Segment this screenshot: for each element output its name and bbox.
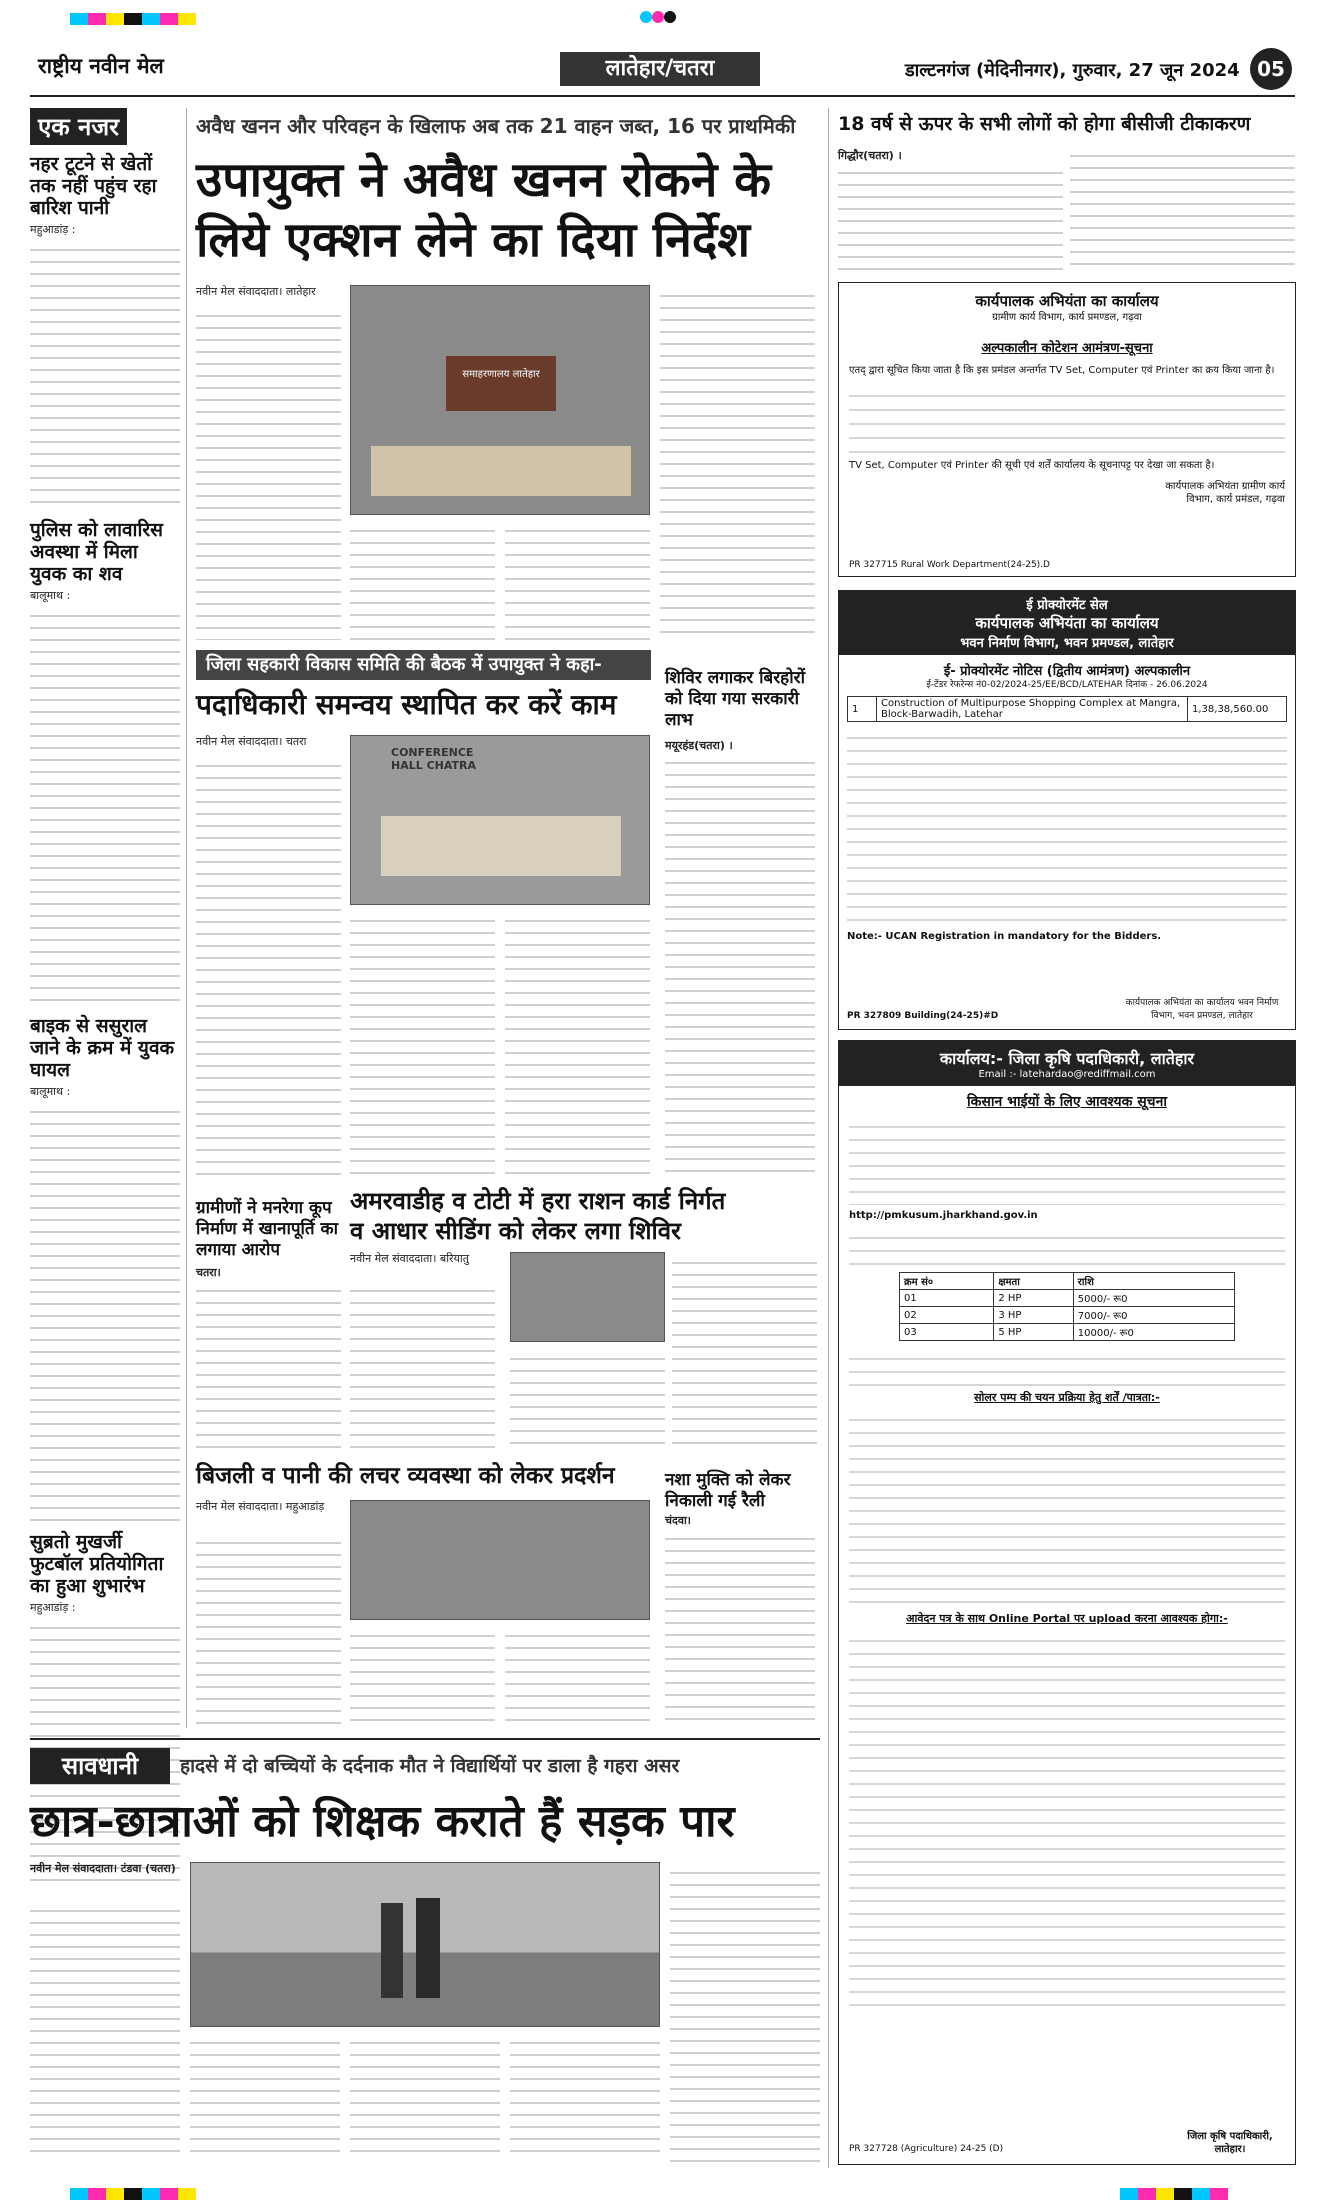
notice1-dept: ग्रामीण कार्य विभाग, कार्य प्रमण्डल, गढ़वा — [992, 312, 1142, 323]
right-top-text-col1 — [838, 162, 1063, 272]
bottom-text-col5 — [670, 1862, 820, 2162]
table-row — [900, 1307, 1235, 1324]
notice2-cell: ई प्रोक्योरमेंट सेल — [1026, 598, 1108, 613]
tender-notice-1 — [838, 282, 1296, 577]
bottom-tag: सावधानी — [30, 1748, 170, 1784]
page-number: 05 — [1250, 48, 1292, 90]
story2-text-col3 — [505, 910, 650, 1180]
column-divider — [828, 108, 829, 2168]
lead-headline — [196, 150, 826, 270]
right-top-dateline: गिद्धौर(चतरा) । — [838, 149, 902, 162]
bottom-text-col1 — [30, 1900, 180, 2160]
table-cell: 02 — [900, 1307, 994, 1324]
lead-text-col2 — [350, 520, 495, 640]
bottom-text-col3 — [350, 2032, 500, 2162]
table-cell: 2 HP — [994, 1290, 1073, 1307]
story5-text-col3 — [672, 1252, 817, 1450]
region-banner — [560, 52, 760, 86]
story5-photo — [510, 1252, 665, 1342]
notice3-body3 — [849, 1347, 1285, 1387]
left-item-dateline: बालूमाथ : — [30, 1085, 71, 1098]
region-label: लातेहार/चतरा — [605, 56, 715, 81]
story2-photo-sign: CONFERENCE HALL CHATRA — [391, 746, 476, 772]
notice2-note: Note:- UCAN Registration in mandatory for the Bidders. — [847, 931, 1162, 942]
table-cell: 03 — [900, 1324, 994, 1341]
student-figure — [416, 1898, 440, 1998]
column-divider — [186, 108, 187, 1728]
story4-headline: ग्रामीणों ने मनरेगा कूप निर्माण में खानापूर्ति का लगाया आरोप — [196, 1198, 338, 1260]
table-row — [900, 1290, 1235, 1307]
notice1-line1: एतद् द्वारा सूचित किया जाता है कि इस प्रमंडल अन्तर्गत TV Set, Computer एवं Printer का क्रय किया जाना है। — [849, 365, 1275, 376]
notice2-signature: कार्यपालक अभियंता का कार्यालय भवन निर्माण विभाग, भवन प्रमण्डल, लातेहार — [1125, 998, 1279, 1021]
notice2-dept: भवन निर्माण विभाग, भवन प्रमण्डल, लातेहार — [960, 636, 1174, 651]
lead-photo-sign: समाहरणालय लातेहार — [446, 356, 556, 411]
table-cell: 01 — [900, 1290, 994, 1307]
notice2-ref-line: ई-टेंडर रेफरेन्स नं0-02/2024-25/EE/BCD/LATEHAR दिनांक - 26.06.2024 — [926, 680, 1208, 690]
story2-photo — [350, 735, 650, 905]
bottom-text-col2 — [190, 2032, 340, 2162]
meeting-table — [371, 446, 631, 496]
bottom-headline: छात्र-छात्राओं को शिक्षक कराते हैं सड़क पार — [30, 1796, 735, 1847]
story4-text-col2 — [350, 1280, 495, 1450]
notice3-office: कार्यालय:- जिला कृषि पदाधिकारी, लातेहार — [939, 1049, 1195, 1068]
story5-headline-line: व आधार सीडिंग को लेकर लगा शिविर — [350, 1216, 681, 1245]
table-cell: 5000/- रू0 — [1073, 1290, 1234, 1307]
lead-photo — [350, 285, 650, 515]
lead-kicker: अवैध खनन और परिवहन के खिलाफ अब तक 21 वाहन जब्त, 16 पर प्राथमिकी — [196, 114, 796, 138]
notice1-signature: कार्यपालक अभियंता ग्रामीण कार्य विभाग, कार्य प्रमंडल, गढ़वा — [1165, 481, 1285, 505]
notice2-ref: PR 327809 Building(24-25)#D — [847, 1011, 999, 1021]
dateline: डाल्टनगंज (मेदिनीनगर), गुरुवार, 27 जून 2024 — [905, 60, 1240, 81]
notice1-ref: PR 327715 Rural Work Department(24-25).D — [849, 560, 1050, 570]
student-figure — [381, 1903, 403, 1998]
left-item-dateline: बालूमाथ : — [30, 589, 71, 602]
tender-notice-3 — [838, 1040, 1296, 2165]
notice3-sub1: सोलर पम्प की चयन प्रक्रिया हेतु शर्तें /पात्रता:- — [974, 1391, 1160, 1404]
story2-headline: पदाधिकारी समन्वय स्थापित कर करें काम — [196, 688, 617, 721]
table-header: क्रम सं० — [900, 1273, 994, 1290]
story6-text-col3 — [505, 1625, 650, 1730]
story6-text-col2 — [350, 1625, 495, 1730]
story5-headline — [350, 1186, 820, 1246]
left-item-dateline: महुआडांड़ : — [30, 1601, 76, 1614]
notice2-table: 1 Construction of Multipurpose Shopping Complex at Mangra, Block-Barwadih, Latehar 1,38,38,560.00 — [847, 696, 1287, 722]
registration-dots — [640, 8, 680, 24]
notice2-body — [847, 726, 1287, 926]
bottom-photo — [190, 1862, 660, 2027]
notice3-ref: PR 327728 (Agriculture) 24-25 (D) — [849, 2144, 1004, 2154]
notice2-work: Construction of Multipurpose Shopping Complex at Mangra, Block-Barwadih, Latehar — [877, 697, 1188, 722]
story4-dateline: चतरा। — [196, 1266, 221, 1279]
lead-headline-line: लिये एक्शन लेने का दिया निर्देश — [196, 212, 751, 268]
notice1-title: अल्पकालीन कोटेशन आमंत्रण-सूचना — [981, 341, 1153, 356]
conference-table — [381, 816, 621, 876]
table-cell: 5 HP — [994, 1324, 1073, 1341]
notice3-table — [899, 1272, 1235, 1341]
story3-text-block — [665, 752, 815, 1172]
story7-text-block — [665, 1528, 815, 1728]
story6-photo — [350, 1500, 650, 1620]
table-cell: 3 HP — [994, 1307, 1073, 1324]
left-item-dateline: महुआडांड़ : — [30, 223, 76, 236]
left-item-headline: सुब्रतो मुखर्जी फुटबॉल प्रतियोगिता का हुआ शुभारंभ — [30, 1531, 164, 1597]
notice1-office: कार्यपालक अभियंता का कार्यालय — [975, 292, 1159, 310]
story3-headline: शिविर लगाकर बिरहोरों को दिया गया सरकारी लाभ — [665, 668, 805, 730]
header-rule — [30, 95, 1295, 97]
notice3-body1 — [849, 1115, 1285, 1205]
left-item-text-block — [30, 1101, 180, 1521]
table-cell: 7000/- रू0 — [1073, 1307, 1234, 1324]
masthead-title: राष्ट्रीय नवीन मेल — [38, 53, 164, 78]
story6-text-col1 — [196, 1532, 341, 1732]
right-top-headline: 18 वर्ष से ऊपर के सभी लोगों को होगा बीसीजी टीकाकरण — [838, 113, 1251, 135]
notice2-office: कार्यपालक अभियंता का कार्यालय — [975, 614, 1159, 632]
table-header: राशि — [1073, 1273, 1234, 1290]
bottom-rule — [30, 1738, 820, 1740]
story4-text-col1 — [196, 1280, 341, 1450]
story7-headline: नशा मुक्ति को लेकर निकाली गई रैली — [665, 1470, 791, 1511]
tender-notice-2 — [838, 590, 1296, 1030]
story2-byline: नवीन मेल संवाददाता। चतरा — [196, 735, 307, 748]
table-cell: 10000/- रू0 — [1073, 1324, 1234, 1341]
story2-text-col1 — [196, 755, 341, 1180]
story5-byline: नवीन मेल संवाददाता। बरियातु — [350, 1252, 470, 1265]
notice3-title: किसान भाईयों के लिए आवश्यक सूचना — [967, 1094, 1167, 1110]
bottom-byline: नवीन मेल संवाददाता। टंडवा (चतरा) — [30, 1862, 176, 1875]
lead-text-col1 — [196, 305, 341, 640]
lead-byline: नवीन मेल संवाददाता। लातेहार — [196, 285, 316, 298]
bottom-kicker: हादसे में दो बच्चियों के दर्दनाक मौत ने विद्यार्थियों पर डाला है गहरा असर — [180, 1755, 680, 1777]
section-tag: एक नजर — [30, 108, 127, 145]
notice3-website: http://pmkusum.jharkhand.gov.in — [849, 1210, 1038, 1221]
left-item-headline: बाइक से ससुराल जाने के क्रम में युवक घायल — [30, 1015, 175, 1081]
notice1-body — [849, 383, 1285, 453]
story6-headline: बिजली व पानी की लचर व्यवस्था को लेकर प्रदर्शन — [196, 1462, 615, 1489]
left-item-text-block — [30, 239, 180, 509]
story3-dateline: मयूरहंड(चतरा) । — [665, 739, 733, 752]
table-row — [900, 1324, 1235, 1341]
notice2-title: ई- प्रोक्योरमेंट नोटिस (द्वितीय आमंत्रण) अल्पकालीन — [943, 664, 1191, 679]
notice3-signature: जिला कृषि पदाधिकारी, लातेहार। — [1187, 2131, 1273, 2155]
left-item-text-block — [30, 605, 180, 1005]
notice3-body4 — [849, 1408, 1285, 1608]
color-registration-bar — [70, 10, 196, 22]
right-top-text-col2 — [1070, 145, 1295, 272]
color-registration-bar — [1120, 2185, 1228, 2197]
table-header: क्षमता — [994, 1273, 1073, 1290]
notice3-email: Email :- latehardao@rediffmail.com — [978, 1069, 1156, 1080]
color-registration-bar — [70, 2185, 196, 2197]
lead-headline-line: उपायुक्त ने अवैध खनन रोकने के — [196, 152, 771, 208]
notice3-body5 — [849, 1629, 1285, 2009]
notice3-sub2: आवेदन पत्र के साथ Online Portal पर upload करना आवश्यक होगा:- — [906, 1612, 1228, 1625]
story7-dateline: चंदवा। — [665, 1514, 691, 1527]
story5-text-col2 — [510, 1348, 665, 1450]
left-item-headline: नहर टूटने से खेतों तक नहीं पहुंच रहा बारिश पानी — [30, 153, 157, 219]
notice3-body2 — [849, 1226, 1285, 1266]
notice1-line2: TV Set, Computer एवं Printer की सूची एवं शर्तें कार्यालय के सूचनापट्ट पर देखा जा सकता है। — [849, 460, 1215, 471]
story2-text-col2 — [350, 910, 495, 1180]
bottom-text-col4 — [510, 2032, 660, 2162]
lead-text-col3 — [505, 520, 650, 640]
notice2-amount: 1,38,38,560.00 — [1188, 697, 1287, 722]
left-news-column — [30, 108, 180, 1887]
story6-byline: नवीन मेल संवाददाता। महुआडांड़ — [196, 1500, 325, 1513]
lead-text-col4 — [660, 285, 815, 640]
left-item-headline: पुलिस को लावारिस अवस्था में मिला युवक का शव — [30, 519, 164, 585]
story5-headline-line: अमरवाडीह व टोटी में हरा राशन कार्ड निर्गत — [350, 1186, 726, 1215]
story2-kicker: जिला सहकारी विकास समिति की बैठक में उपायुक्त ने कहा- — [196, 650, 651, 680]
